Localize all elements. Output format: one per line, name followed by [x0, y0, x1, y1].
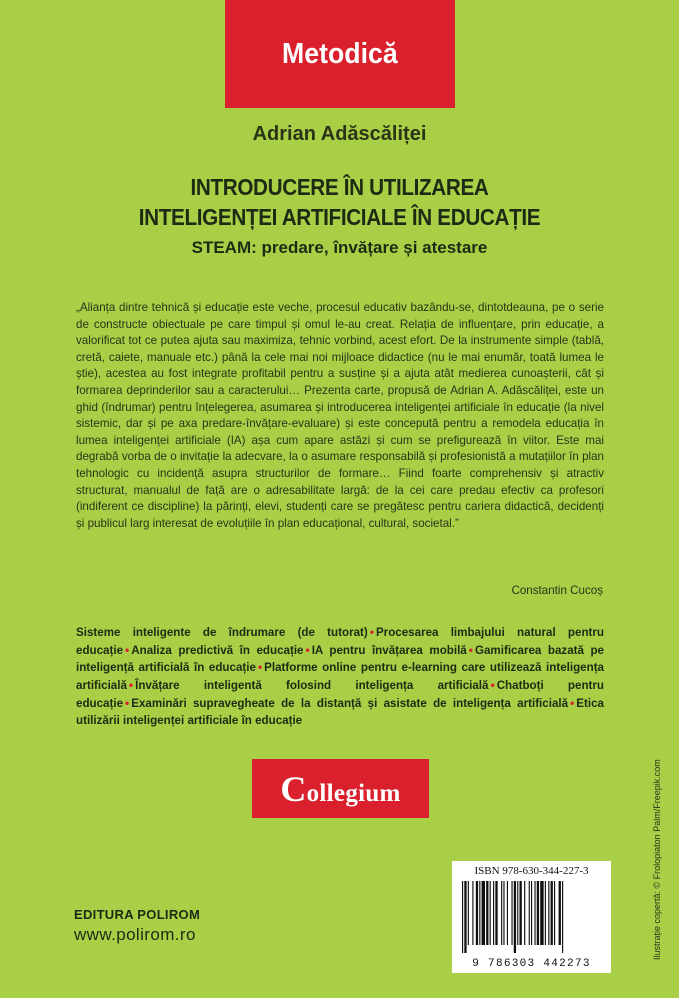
topic-item: Chatboți pentru educație — [76, 679, 604, 710]
bullet-icon: • — [128, 678, 134, 693]
bullet-icon: • — [125, 642, 130, 657]
publisher-website: www.polirom.ro — [74, 925, 196, 944]
bullet-icon: • — [369, 625, 374, 639]
topic-item: IA pentru învățarea mobilă — [311, 643, 467, 657]
series-banner — [225, 0, 455, 108]
quote-author: Constantin Cucoș — [511, 584, 603, 597]
imprint-rest: ollegium — [306, 779, 401, 807]
title-line: INTELIGENȚEI ARTIFICIALE ÎN EDUCAȚIE — [138, 204, 541, 230]
barcode-icon — [460, 881, 603, 955]
imprint-logo — [252, 759, 429, 818]
title-line: INTRODUCERE ÎN UTILIZAREA — [190, 174, 489, 200]
topic-item: Examinări supravegheate de la distanță și asistate de inteligența artificială — [131, 696, 569, 710]
isbn-barcode-box — [452, 861, 611, 973]
publisher-name: EDITURA POLIROM — [74, 907, 201, 922]
bullet-icon: • — [468, 642, 473, 657]
topic-item: Gamificarea bazată pe inteligență artificială în educație — [76, 643, 604, 675]
topic-item: Învățare inteligentă folosind inteligența artificială — [135, 679, 489, 693]
blurb-quote: „Alianța dintre tehnică și educație este veche, procesul educativ bazându-se, dintotdeauna, pe o serie de constructe obiectuale pe care timpul și omul le-au creat. Relația de influențare, prin educație, a valorificat tot ce putea ajuta sau maximiza, tehnic vorbind, acest efort. De la instrumente simple (tablă, cretă, caiete, manuale etc.) până la cele mai noi mijloace didactice (nu le mai enumăr, toată lumea le știe), acestea au fost integrate profitabil pentru a susține și a ajuta atât medierea cunoașterii, cât și formarea deprinderilor sau a caracterului… Prezenta carte, propusă de Adrian A. Adăscăliței, este un ghid (îndrumar) pentru înțelegerea, asumarea și introducerea inteligenței artificiale în educație (la nivel sistemic, dar și pe axa predare-învățare-evaluare) și este concepută pentru a remodela educația în lumea inteligenței artificiale (IA) așa cum apare astăzi și cum se prefigurează în viitor. Este mai degrabă vorba de o invitație la adecvare, la o asumare responsabilă și profesionistă a mutațiilor în plan tehnologic cu incidență asupra structurilor de formare… Fiind foarte comprehensiv și atractiv structurat, manualul de față are o adresabilitate largă: de la cei care predau efectiv ca profesori (indiferent ce discipline) la părinți, elevi, studenți care se pregătesc pentru cariera didactică, decidenți și publicul larg interesat de evoluțiile în plan educațional, cultural, societal.” — [76, 301, 604, 530]
imprint-wordmark — [280, 768, 400, 810]
cover-credit: Ilustrație copertă: © Frolopiaton Palm/Freepik.com — [652, 759, 662, 960]
barcode-digits: 9 786303 442273 — [472, 958, 591, 970]
author-name: Adrian Adăscăliței — [252, 123, 427, 145]
bullet-icon: • — [490, 678, 495, 693]
topic-item: Etica utilizării inteligenței artificiale în educație — [76, 696, 604, 727]
topic-item: Analiza predictivă în educație — [131, 643, 304, 657]
book-subtitle: STEAM: predare, învățare și atestare — [191, 238, 488, 257]
series-label: Metodică — [282, 37, 398, 70]
bullet-icon: • — [305, 642, 310, 657]
isbn-number: ISBN 978-630-344-227-3 — [474, 865, 589, 877]
topics-list — [76, 624, 604, 729]
book-title — [0, 172, 679, 232]
topic-item: Procesarea limbajului natural pentru educație — [76, 626, 604, 657]
bullet-icon: • — [257, 660, 263, 675]
bullet-icon: • — [570, 695, 575, 710]
topic-item: Platforme online pentru e-learning care utilizează inteligența artificială — [76, 661, 605, 693]
imprint-initial: C — [280, 768, 307, 809]
bullet-icon: • — [125, 695, 130, 710]
topic-item: Sisteme inteligente de îndrumare (de tutorat) — [76, 626, 368, 639]
